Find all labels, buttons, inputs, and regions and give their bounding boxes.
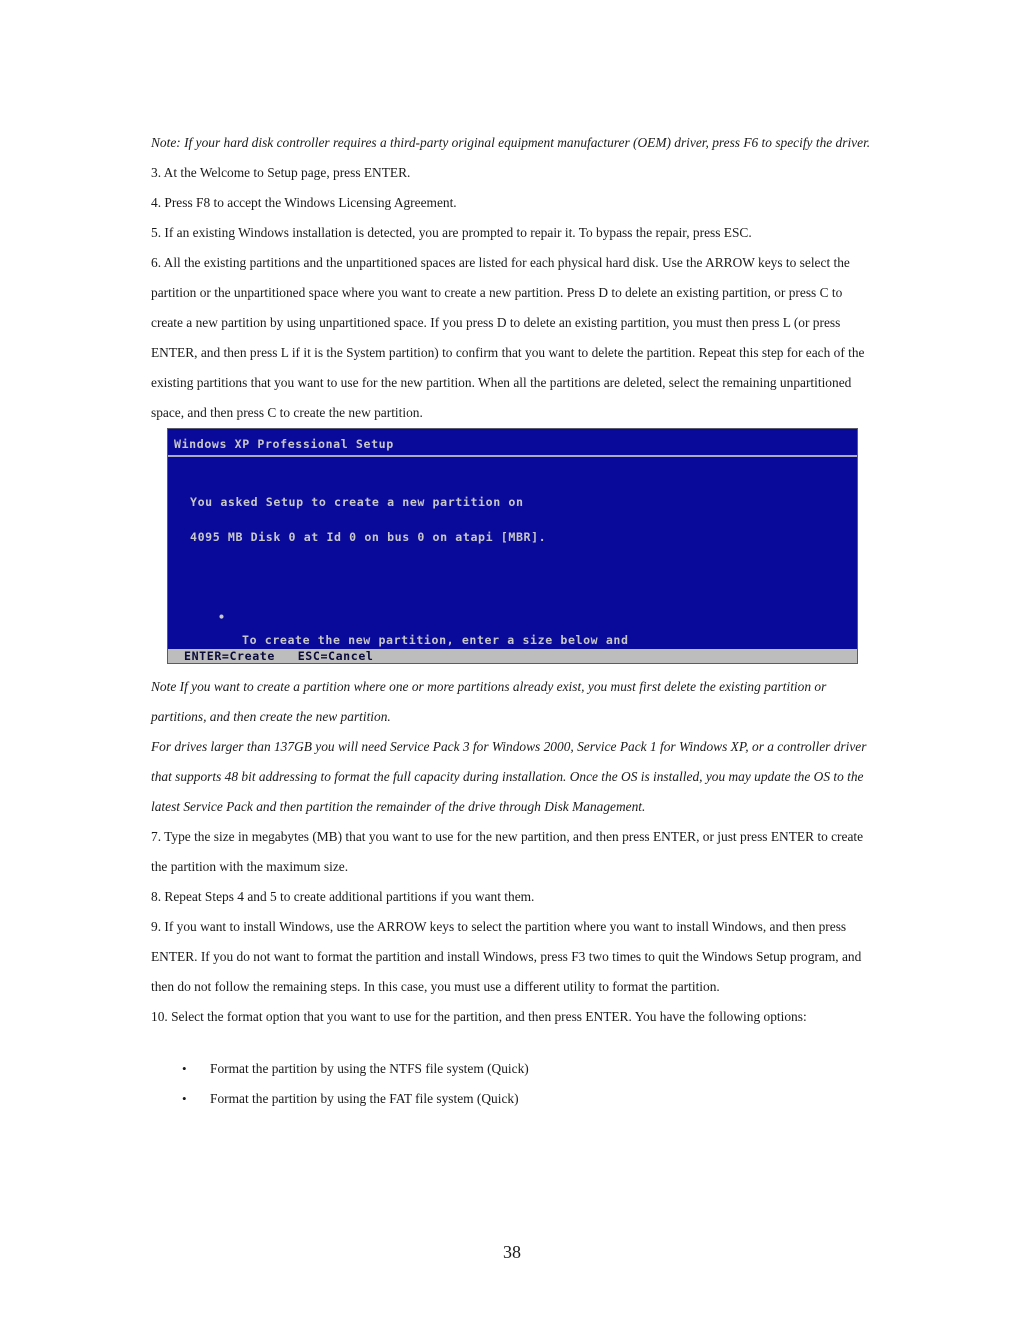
format-option-label: Format the partition by using the FAT file system (Quick): [210, 1091, 519, 1106]
setup-intro-line-1: You asked Setup to create a new partition on: [190, 495, 524, 510]
setup-screenshot: [167, 428, 858, 664]
note-oem-driver: Note: If your hard disk controller requires a third-party original equipment manufacturer (OEM) driver, press F6 to specify the driver.: [151, 135, 871, 150]
step-8: 8. Repeat Steps 4 and 5 to create additional partitions if you want them.: [151, 889, 535, 904]
format-option-label: Format the partition by using the NTFS file system (Quick): [210, 1061, 529, 1076]
setup-body: [190, 474, 675, 664]
setup-bullet-create-line-1: To create the new partition, enter a size below and: [242, 633, 629, 648]
step-7: 7. Type the size in megabytes (MB) that you want to use for the new partition, and then press ENTER, or just press ENTER to create the partition with the maximum size.: [151, 829, 864, 874]
step-5: 5. If an existing Windows installation is detected, you are prompted to repair it. To bypass the repair, press ESC.: [151, 225, 752, 240]
bullet-icon: •: [218, 609, 226, 624]
setup-intro-line-2: 4095 MB Disk 0 at Id 0 on bus 0 on atapi [MBR].: [190, 529, 547, 544]
bullet-icon: •: [182, 1061, 187, 1076]
page-number: 38: [503, 1242, 521, 1262]
format-option-ntfs: [151, 1054, 876, 1084]
step-9: 9. If you want to install Windows, use the ARROW keys to select the partition where you want to install Windows, and then press ENTER. If you do not want to format the partition and install Windows, press F3 two times to quit the Windows Setup program, and then do not follow the remaining steps. In this case, you must use a different utility to format the partition.: [151, 919, 862, 994]
step-6: 6. All the existing partitions and the unpartitioned spaces are listed for each physical hard disk. Use the ARROW keys to select the partition or the unpartitioned space where you want to create a new partition. Press D to delete an existing partition, or press C to create a new partition by using unpartitioned space. If you press D to delete an existing partition, you must then press L (or press ENTER, and then press L if it is the System partition) to confirm that you want to delete the partition. Repeat this step for each of the existing partitions that you want to use for the new partition. When all the partitions are deleted, select the remaining unpartitioned space, and then press C to create the new partition.: [151, 255, 865, 420]
note-large-drives: For drives larger than 137GB you will need Service Pack 3 for Windows 2000, Service Pack 1 for Windows XP, or a controller driver that supports 48 bit addressing to format the full capacity during installation. Once the OS is installed, you may update the OS to the latest Service Pack and then partition the remainder of the drive through Disk Management.: [151, 739, 867, 814]
setup-status-bar: ENTER=Create ESC=Cancel: [168, 649, 857, 663]
step-4: 4. Press F8 to accept the Windows Licensing Agreement.: [151, 195, 457, 210]
step-3: 3. At the Welcome to Setup page, press ENTER.: [151, 165, 411, 180]
format-options-list: [151, 1054, 876, 1114]
note-existing-partitions: Note If you want to create a partition where one or more partitions already exist, you must first delete the existing partition or partitions, and then create the new partition.: [151, 679, 827, 724]
title-underline: [168, 455, 857, 457]
page-content: [151, 128, 876, 1114]
setup-title: Windows XP Professional Setup: [174, 437, 394, 451]
step-10: 10. Select the format option that you want to use for the partition, and then press ENTER. You have the following options:: [151, 1009, 807, 1024]
format-option-fat: [151, 1084, 876, 1114]
bullet-icon: •: [182, 1091, 187, 1106]
